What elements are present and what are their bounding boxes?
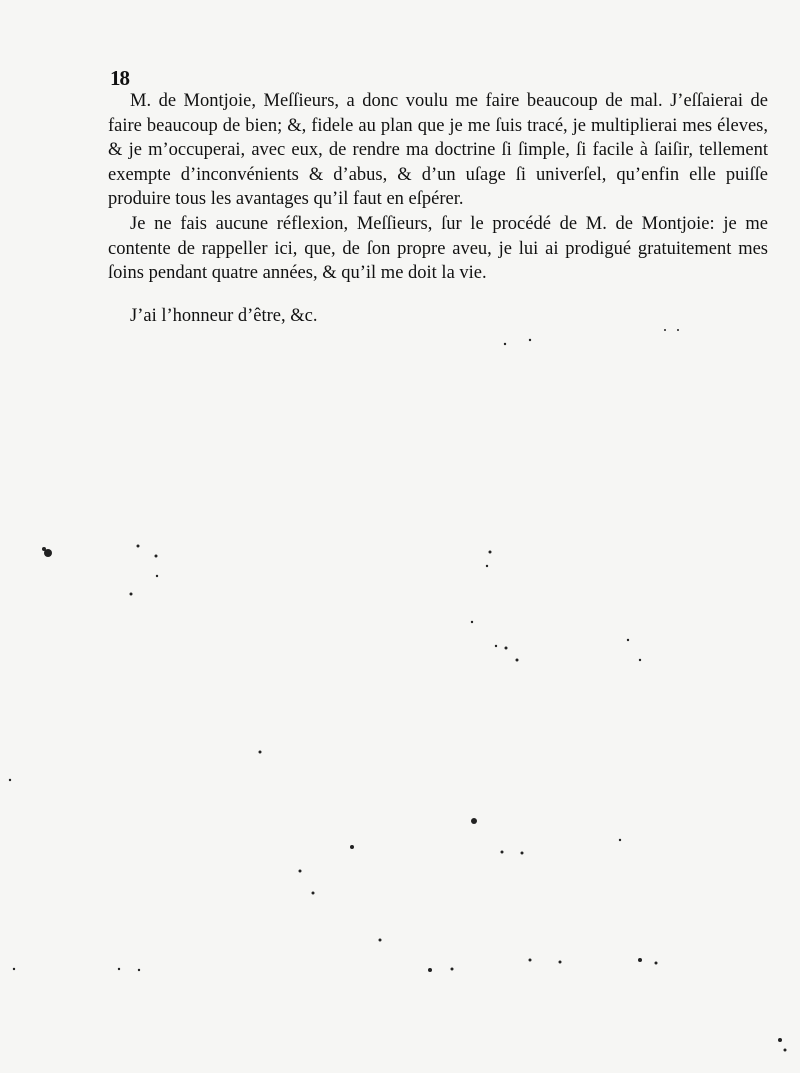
closing-salutation: J’ai l’honneur d’être, &c. xyxy=(130,305,318,326)
page-number: 18 xyxy=(110,66,129,90)
paragraph-1: M. de Montjoie, Meſſieurs, a donc voulu me faire beaucoup de mal. J’eſſaierai de faire beaucoup de bien; &, fidele au plan que je me ſuis tracé, je multiplierai mes éleves, & je m’occuperai, avec eux, de rendre ma doctrine ſi ſimple, ſi facile à ſaiſir, tellement exempte d’inconvénients & d’abus, & d’un uſage ſi univerſel, qu’enfin elle puiſſe produire tous les avantages qu’il faut en eſpérer. xyxy=(108,91,768,210)
paragraph-2: Je ne fais aucune réflexion, Meſſieurs, ſur le procédé de M. de Montjoie: je me contente de rappeller ici, que, de ſon propre aveu, je lui ai prodigué gratuitement mes ſoins pendant quatre années, & qu’il me doit la vie. xyxy=(108,213,768,284)
